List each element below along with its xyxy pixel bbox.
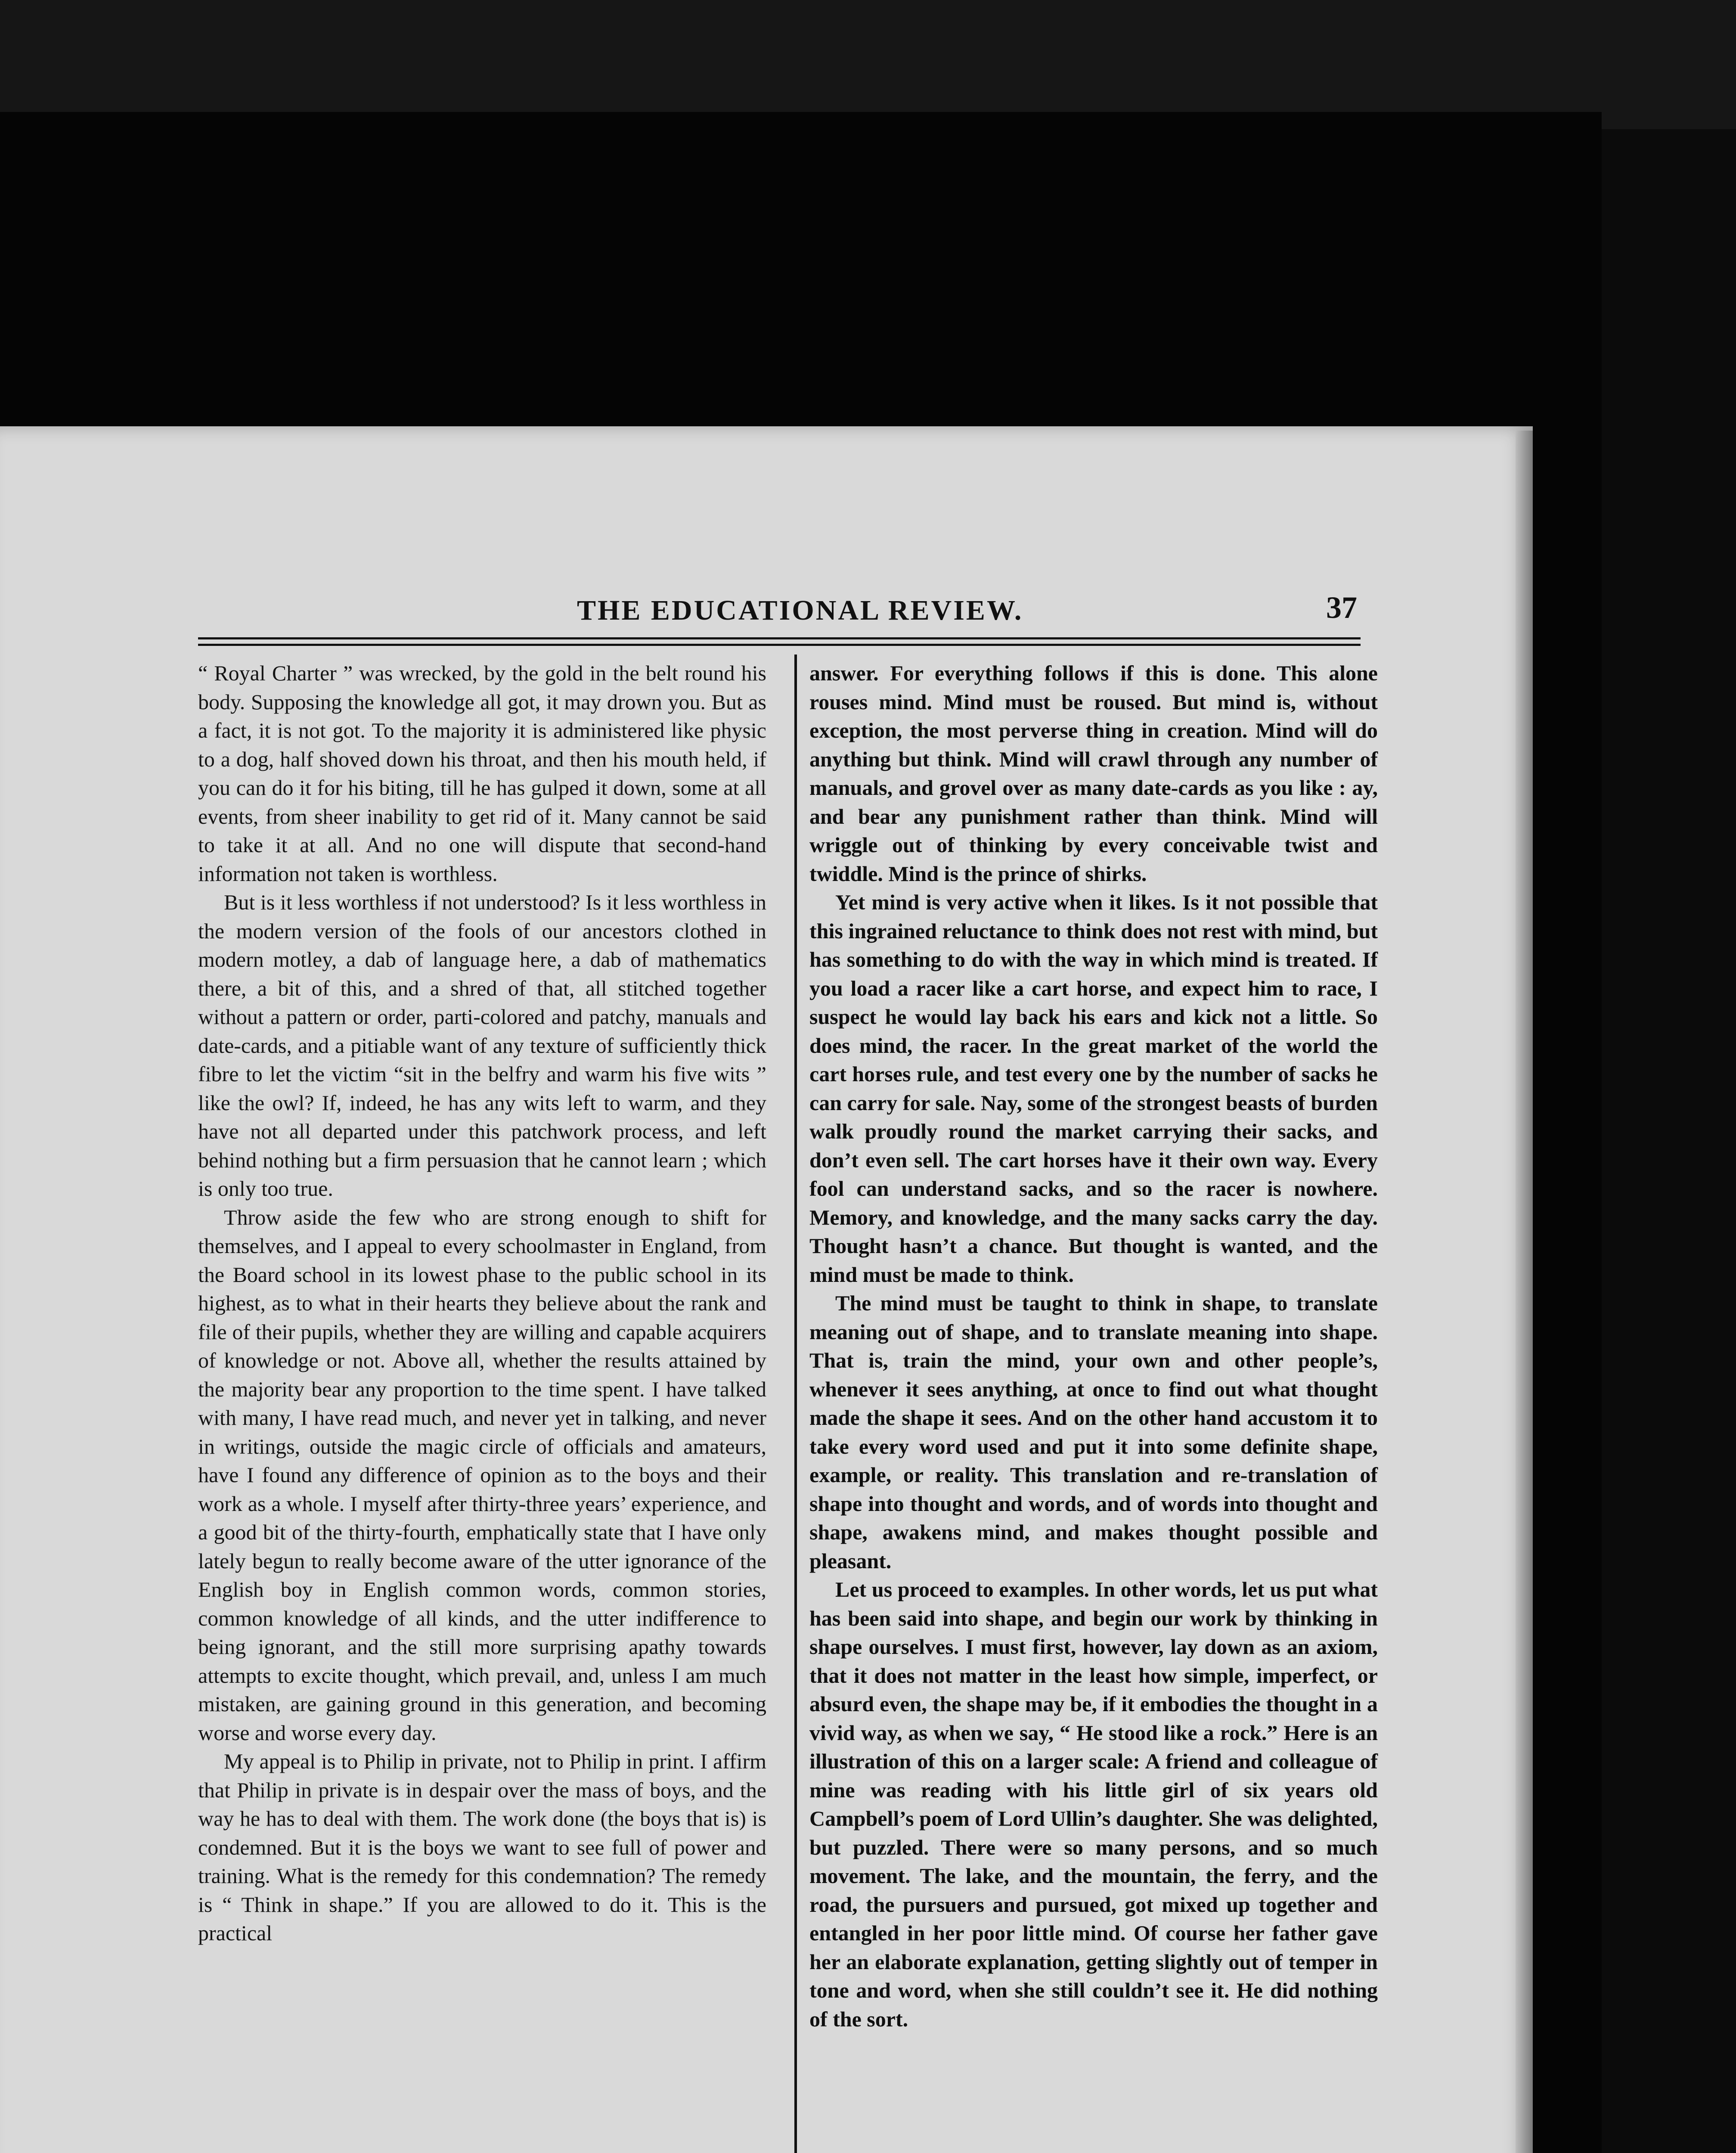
paragraph: Throw aside the few who are strong enough to shift for themselves, and I appeal to every schoolmaster in England, from the Board school in its lowest phase to the public school in its highest, as to what in their hearts they believe about the rank and file of their pupils, whether they are willing and capable acquirers of knowledge or not. Above all, whether the results attained by the majority bear any proportion to the time spent. I have talked with many, I have read much, and never yet in talking, and never in writings, outside the magic circle of officials and amateurs, have I found any difference of opinion as to the boys and their work as a whole. I myself after thirty-three years’ experience, and a good bit of the thirty-fourth, emphatically state that I have only lately begun to really become aware of the utter ignorance of the English boy in English common words, common stories, common knowledge of all kinds, and the utter indifference to being ignorant, and the still more surprising apathy towards attempts to excite thought, which prevail, and, unless I am much mistaken, are gaining ground in this generation, and becoming worse and worse every day. [198,1205,766,1745]
page-edge [1516,431,1533,2153]
right-column [809,659,1378,2033]
page-number: 37 [1326,590,1357,625]
paragraph: But is it less worthless if not understood? Is it less worthless in the modern version of the fools of our ancestors clothed in modern motley, a dab of language here, a dab of mathematics there, a bit of this, and a shred of that, all stitched together without a pattern or order, parti-colored and patchy, manuals and date-cards, and a pitiable want of any texture of sufficiently thick fibre to let the victim “sit in the belfry and warm his five wits ” like the owl? If, indeed, he has any wits left to warm, and they have not all departed under this patchwork process, and left behind nothing but a firm persuasion that he cannot learn ; which is only too true. [198,890,766,1201]
paragraph: Yet mind is very active when it likes. Is it not possible that this ingrained reluctance to think does not rest with mind, but has something to do with the way in which mind is treated. If you load a racer like a cart horse, and expect him to race, I suspect he would lay back his ears and kick not a little. So does mind, the racer. In the great market of the world the cart horses rule, and test every one by the number of sacks he can carry for sale. Nay, some of the strongest beasts of burden walk proudly round the market carrying their sacks, and don’t even sell. The cart horses have it their own way. Every fool can understand sacks, and so the racer is nowhere. Memory, and knowledge, and the many sacks carry the day. Thought hasn’t a chance. But thought is wanted, and the mind must be made to think. [809,890,1378,1287]
left-column [198,659,766,1948]
paragraph: The mind must be taught to think in shape, to translate meaning out of shape, and to translate meaning into shape. That is, train the mind, your own and other people’s, whenever it sees anything, at once to find out what thought made the shape it sees. And on the other hand accustom it to take every word used and put it into some definite shape, example, or reality. This translation and re-translation of shape into thought and words, and of words into thought and shape, awakens mind, and makes thought possible and pleasant. [809,1291,1378,1573]
header-rule [198,637,1361,646]
paragraph: “ Royal Charter ” was wrecked, by the gold in the belt round his body. Supposing the knowledge all got, it may drown you. But as a fact, it is not got. To the majority it is administered like physic to a dog, half shoved down his throat, and then his mouth held, if you can do it for his biting, till he has gulped it down, some at all events, from sheer inability to get rid of it. Many cannot be said to take it at all. And no one will dispute that second-hand information not taken is worthless. [198,661,766,886]
paragraph: answer. For everything follows if this is done. This alone rouses mind. Mind must be roused. But mind is, without exception, the most perverse thing in creation. Mind will do anything but think. Mind will crawl through any number of manuals, and grovel over as many date-cards as you like : ay, and bear any punishment rather than think. Mind will wriggle out of thinking by every conceivable twist and twiddle. Mind is the prince of shirks. [809,661,1378,886]
paragraph: Let us proceed to examples. In other words, let us put what has been said into shape, and begin our work by thinking in shape ourselves. I must first, however, lay down as an axiom, that it does not matter in the least how simple, imperfect, or absurd even, the shape may be, if it embodies the thought in a vivid way, as when we say, “ He stood like a rock.” Here is an illustration of this on a larger scale: A friend and colleague of mine was reading with his little girl of six years old Campbell’s poem of Lord Ullin’s daughter. She was delighted, but puzzled. There were so many persons, and so much movement. The lake, and the mountain, the ferry, and the road, the pursuers and pursued, got mixed up together and entangled in her poor little mind. Of course her father gave her an elaborate explanation, getting slightly out of temper in tone and word, when she still couldn’t see it. He did nothing of the sort. [809,1577,1378,2031]
journal-title: THE EDUCATIONAL REVIEW. [577,595,1023,626]
paragraph: My appeal is to Philip in private, not to Philip in print. I affirm that Philip in private is in despair over the mass of boys, and the way he has to deal with them. The work done (the boys that is) is condemned. But it is the boys we want to see full of power and training. What is the remedy for this condemnation? The remedy is “ Think in shape.” If you are allowed to do it. This is the practical [198,1749,766,1945]
film-border-top [0,0,1736,129]
column-divider [794,655,797,2153]
running-header [198,590,1361,637]
